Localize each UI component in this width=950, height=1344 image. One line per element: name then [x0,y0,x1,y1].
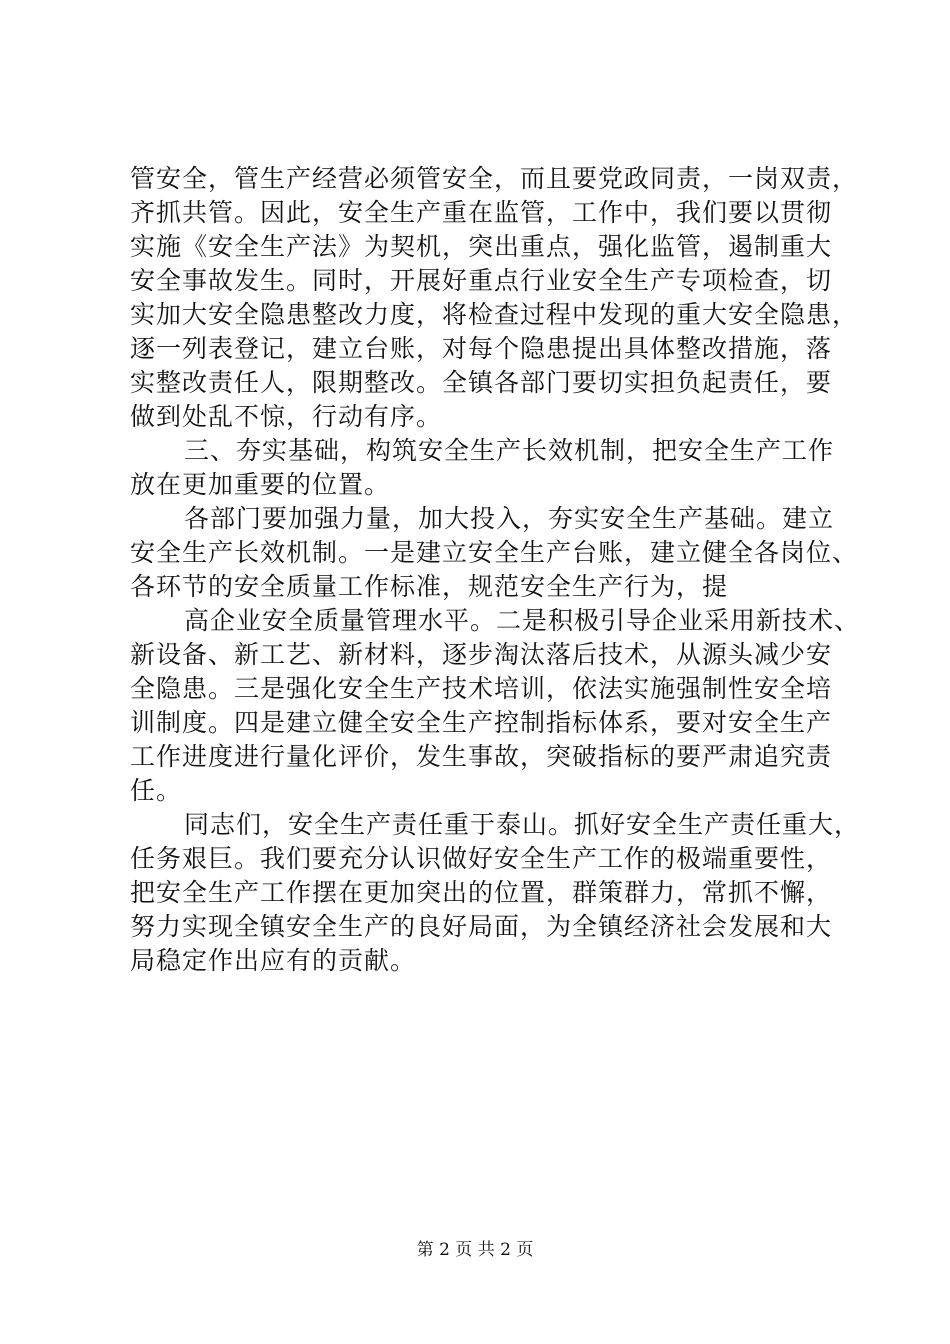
text-line: 全隐患。三是强化安全生产技术培训，依法实施强制性安全培 [130,674,833,703]
text-line: 任务艰巨。我们要充分认识做好安全生产工作的极端重要性， [130,844,833,873]
paragraph-start-line: 同志们，安全生产责任重于泰山。抓好安全生产责任重大， [184,810,861,839]
page-number-footer: 第 2 页 共 2 页 [416,1240,534,1260]
text-line: 管安全，管生产经营必须管安全，而且要党政同责，一岗双责， [130,164,859,193]
text-line: 高企业安全质量管理水平。二是积极引导企业采用新技术、 [184,606,861,635]
section-heading-line: 放在更加重要的位置。 [130,470,391,499]
text-line: 逐一列表登记，建立台账，对每个隐患提出具体整改措施，落 [130,334,833,363]
text-line: 安全生产长效机制。一是建立安全生产台账，建立健全各岗位、 [130,538,859,567]
text-line: 努力实现全镇安全生产的良好局面，为全镇经济社会发展和大 [130,912,833,941]
text-line: 局稳定作出应有的贡献。 [130,946,417,975]
text-line: 安全事故发生。同时，开展好重点行业安全生产专项检查，切 [130,266,833,295]
text-line: 新设备、新工艺、新材料，逐步淘汰落后技术，从源头减少安 [130,640,833,669]
text-line: 实施《安全生产法》为契机，突出重点，强化监管，遏制重大 [130,232,833,261]
section-heading-line: 三、夯实基础，构筑安全生产长效机制，把安全生产工作 [184,436,835,465]
paragraph-start-line: 各部门要加强力量，加大投入，夯实安全生产基础。建立 [184,504,835,533]
text-line: 各环节的安全质量工作标准，规范安全生产行为，提 [130,572,729,601]
document-body [130,162,861,978]
text-line: 做到处乱不惊，行动有序。 [130,402,443,431]
text-line: 任。 [130,776,183,805]
text-line: 实整改责任人，限期整改。全镇各部门要切实担负起责任，要 [130,368,833,397]
text-line: 训制度。四是建立健全安全生产控制指标体系，要对安全生产 [130,708,833,737]
text-line: 把安全生产工作摆在更加突出的位置，群策群力，常抓不懈， [130,878,833,907]
text-line: 实加大安全隐患整改力度，将检查过程中发现的重大安全隐患， [130,300,859,329]
text-line: 齐抓共管。因此，安全生产重在监管，工作中，我们要以贯彻 [130,198,833,227]
text-line: 工作进度进行量化评价，发生事故，突破指标的要严肃追究责 [130,742,833,771]
